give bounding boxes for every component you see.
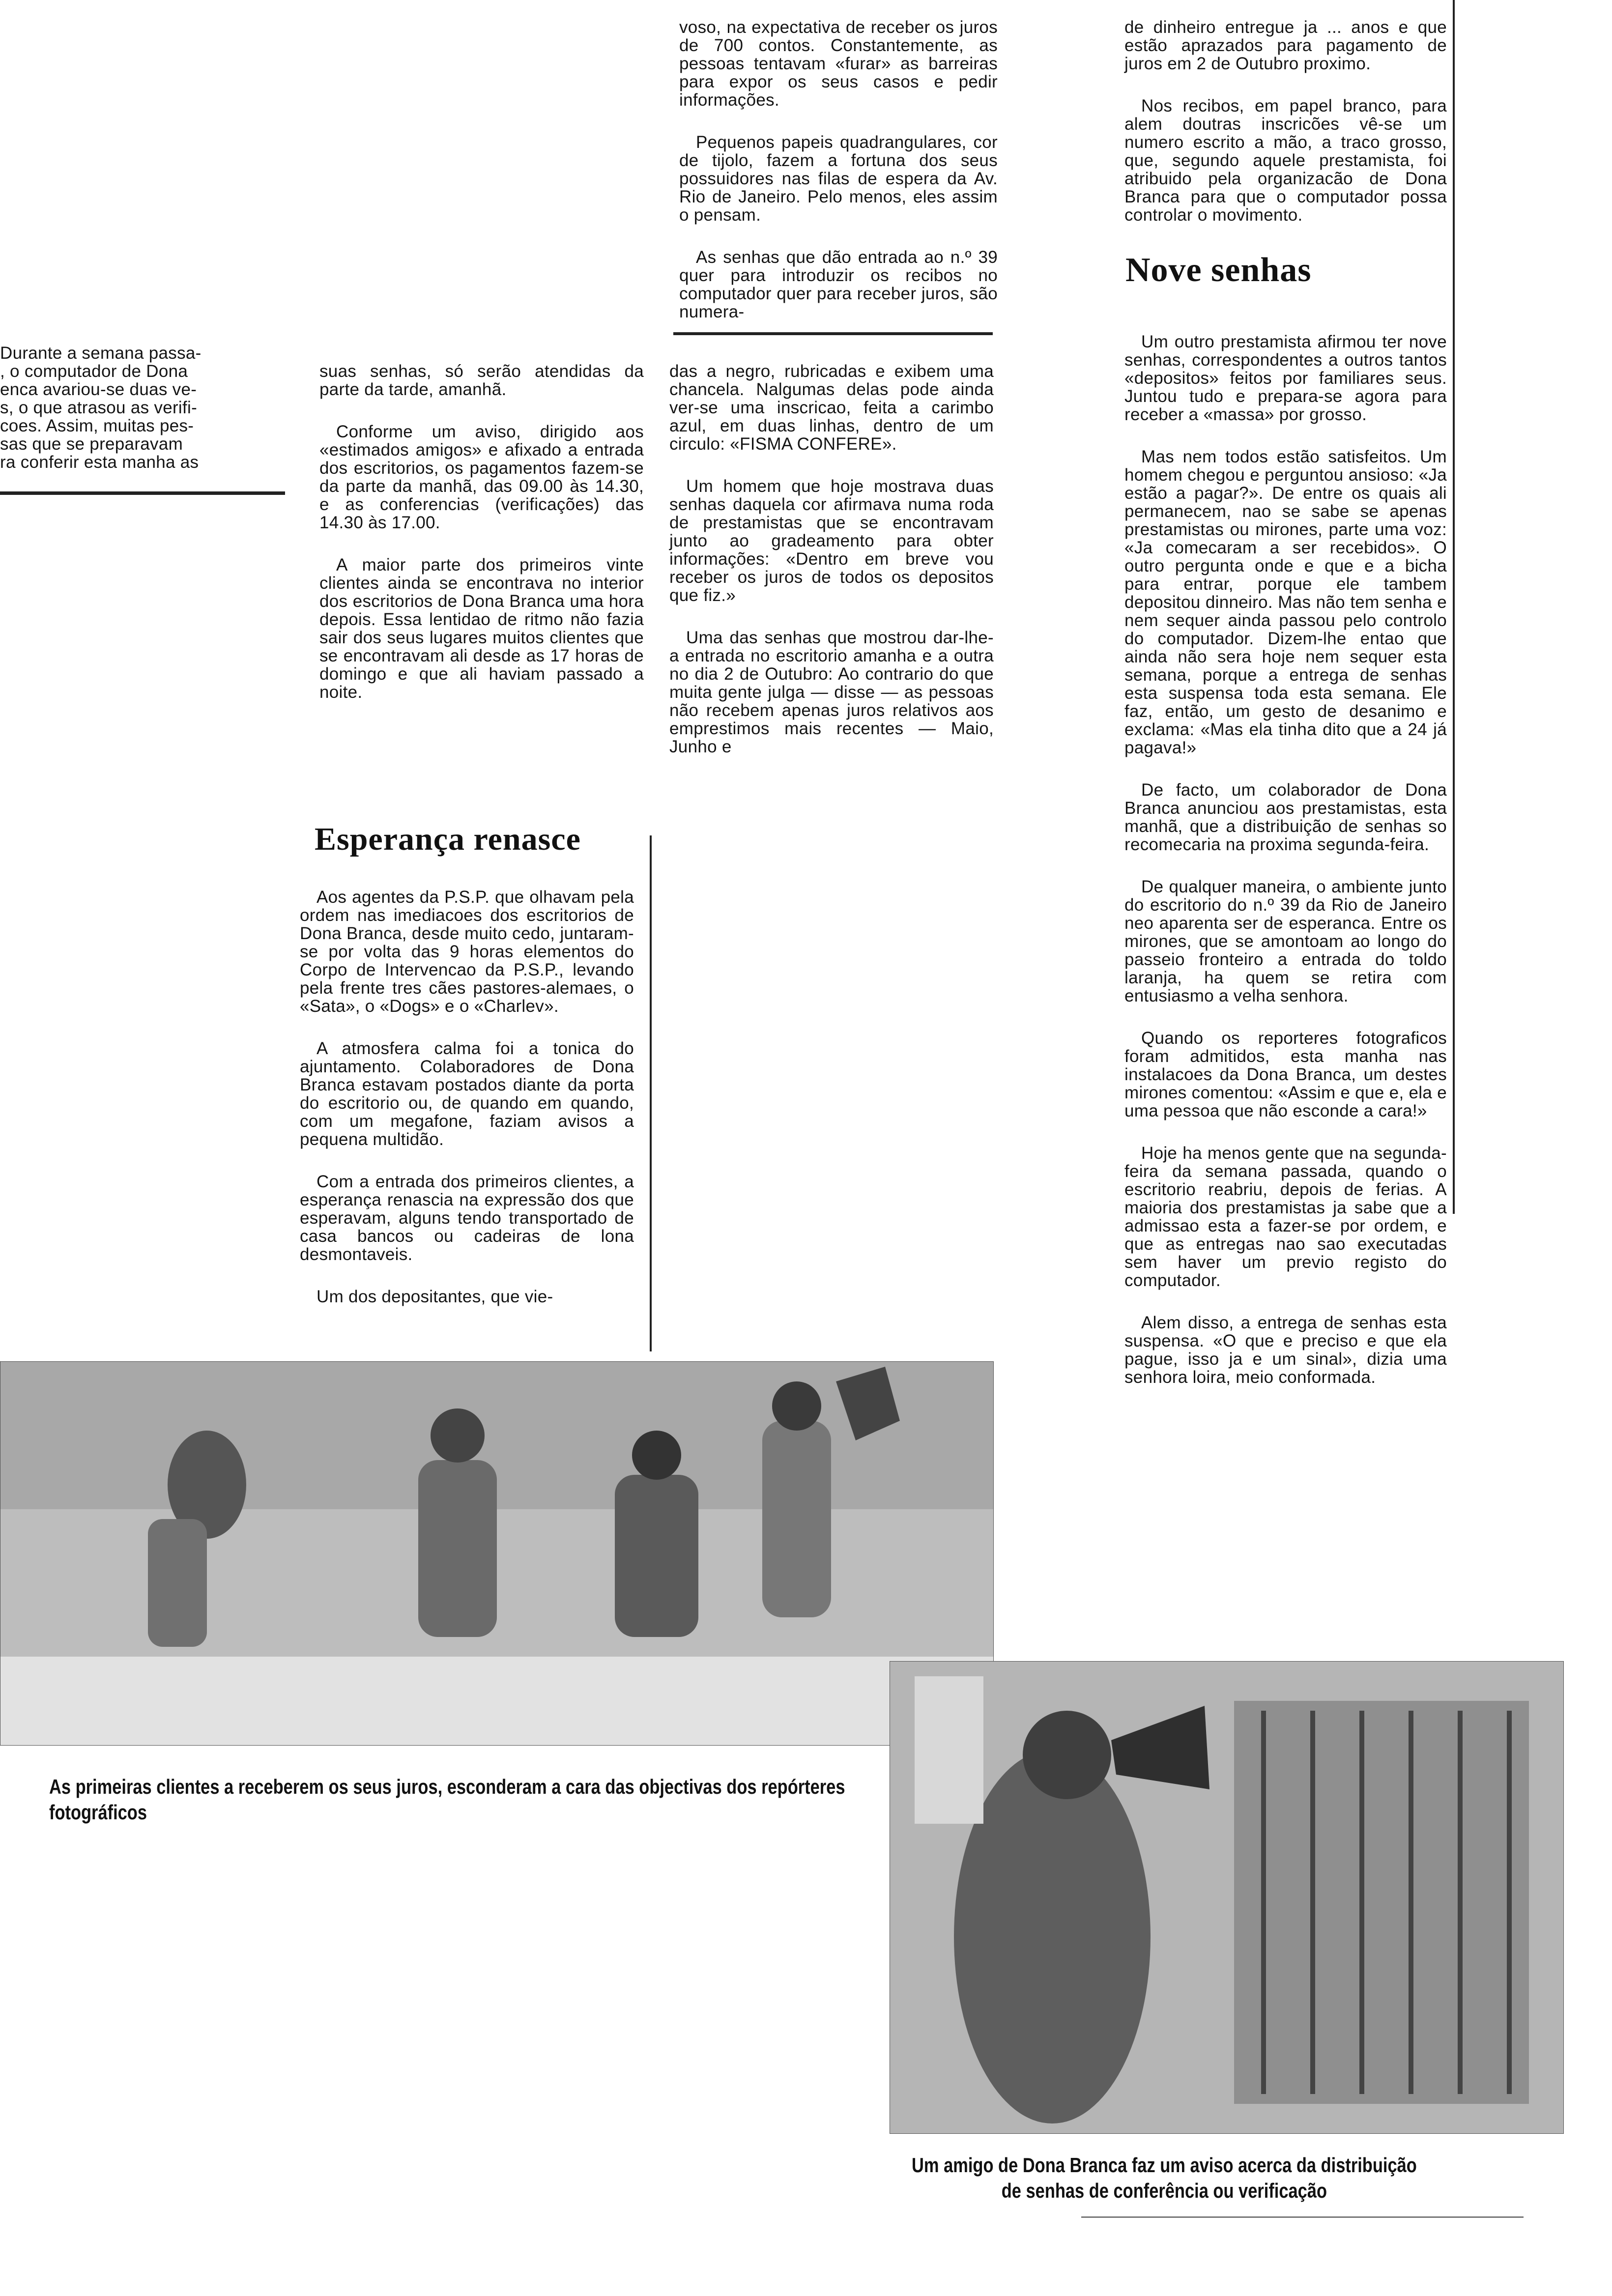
paragraph: Um outro prestamista afirmou ter nove senhas, correspondentes a outros tantos «depositos» feitos por familiares seus. Juntou tudo e prepara-se agora para receber a «massa» por grosso. bbox=[1124, 332, 1447, 424]
paragraph: voso, na expectativa de receber os juros de 700 contos. Constantemente, as pessoas tentavam «furar» as barreiras para expor os seus casos e pedir informações. bbox=[679, 18, 998, 110]
paragraph: Conforme um aviso, dirigido aos «estimados amigos» e afixado a entrada dos escritorios, os pagamentos fazem-se da parte da manhã, das 09.00 às 14.30, e as conferencias (verificações) das 14.30 às 17.00. bbox=[319, 422, 644, 532]
col3-top-text bbox=[679, 0, 998, 345]
col2-text bbox=[319, 344, 644, 725]
paragraph: Um dos depositantes, que vie- bbox=[317, 1287, 553, 1306]
column-rule bbox=[650, 835, 652, 1351]
paragraph: Nos recibos, em papel branco, para alem doutras inscricões vê-se um numero escrito a mão, a traco grosso, que, segundo aquele prestamista, foi atribuido pela organizacão de Dona Branca para que o computador possa controlar o movimento. bbox=[1124, 96, 1447, 225]
col4-main-text bbox=[1124, 315, 1447, 1410]
caption-underline bbox=[1081, 2216, 1524, 2218]
column-rule bbox=[0, 491, 285, 495]
paragraph: das a negro, rubricadas e exibem uma chancela. Nalgumas delas pode ainda ver-se uma inscricao, feita a carimbo azul, em duas linhas, dentro de um circulo: «FISMA CONFERE». bbox=[669, 362, 994, 454]
photo-illustration bbox=[0, 1362, 993, 1745]
paragraph: Com a entrada dos primeiros clientes, a esperança renascia na expressão dos que esperavam, alguns tendo transportado de casa bancos ou cadeiras de lona desmontaveis. bbox=[300, 1172, 634, 1264]
col1-fragment-text: Durante a semana passa- , o computador de Dona enca avariou-se duas ve- s, o que atrasou as verifi- coes. Assim, muitas pes- sas que se preparavam ra conferir esta manha as bbox=[0, 344, 202, 472]
col2-lower-text bbox=[300, 870, 634, 1330]
photo-caption-1: As primeiras clientes a receberem os seus juros, esconderam a cara das objectivas dos repórteres fotográficos bbox=[49, 1775, 845, 1824]
paragraph: De qualquer maneira, o ambiente junto do escritorio do n.º 39 da Rio de Janeiro neo aparenta ser de esperanca. Entre os mirones, que se amontoam ao longo do passeio fronteiro a entrada do toldo laranja, ha quem se retira com entusiasmo a velha senhora. bbox=[1124, 877, 1447, 1005]
paragraph: Alem disso, a entrega de senhas esta suspensa. «O que e preciso e que ela pague, isso ja e um sinal», dizia uma senhora loira, meio conformada. bbox=[1124, 1313, 1447, 1387]
heading-esperanca-renasce: Esperança renasce bbox=[315, 821, 581, 857]
col4-top-text bbox=[1124, 0, 1447, 248]
paragraph: A atmosfera calma foi a tonica do ajuntamento. Colaboradores de Dona Branca estavam postados diante da porta do escritorio ou, de quando em quando, com um megafone, faziam avisos a pequena multidão. bbox=[300, 1039, 634, 1149]
paragraph: Mas nem todos estão satisfeitos. Um homem chegou e perguntou ansioso: «Ja estão a pagar?». De entre os quais ali permanecem, nao se sabe se apenas prestamistas ou mirones, parte uma voz: «Ja comecaram a ser recebidos». O outro pergunta onde e que e a bicha para entrar, porque ele tambem depositou dinneiro. Mas não tem senha e nem sequer ainda passou pelo controlo do computador. Dizem-lhe entao que ainda não sera hoje nem sequer esta semana, porque a entrega de senhas esta suspensa toda esta semana. Ele faz, então, um gesto de desanimo e exclama: «Mas ela tinha dito que a 24 já pagava!» bbox=[1124, 447, 1447, 757]
man-with-megaphone-photo bbox=[890, 1661, 1564, 2134]
paragraph: A maior parte dos primeiros vinte clientes ainda se encontrava no interior dos escritorios de Dona Branca uma hora depois. Essa lentidao de ritmo não fazia sair dos seus lugares muitos clientes que se encontravam ali desde as 17 horas de domingo e que ali haviam passado a noite. bbox=[319, 555, 644, 702]
column-rule bbox=[1453, 0, 1455, 1214]
paragraph: Um homem que hoje mostrava duas senhas daquela cor afirmava numa roda de prestamistas que se encontravam junto ao gradeamento para obter informações: «Dentro em breve vou receber os juros de todos os depositos que fiz.» bbox=[669, 477, 994, 605]
photo-caption-2: Um amigo de Dona Branca faz um aviso acerca da distribuição de senhas de conferência ou verificação bbox=[912, 2153, 1417, 2202]
paragraph: suas senhas, só serão atendidas da parte da tarde, amanhã. bbox=[319, 362, 644, 399]
paragraph: Quando os reporteres fotograficos foram admitidos, esta manha nas instalacoes da Dona Branca, um destes mirones comentou: «Assim e que e, ela e uma pessoa que não esconde a cara!» bbox=[1124, 1029, 1447, 1120]
paragraph: Aos agentes da P.S.P. que olhavam pela ordem nas imediacoes dos escritorios de Dona Branca, desde muito cedo, juntaram-se por volta das 9 horas elementos do Corpo de Intervencao da P.S.P., levando pela frente tres cães pastores-alemaes, o «Sata», o «Dogs» e o «Charlev». bbox=[300, 888, 634, 1016]
paragraph: Pequenos papeis quadrangulares, cor de tijolo, fazem a fortuna dos seus possuidores nas filas de espera da Av. Rio de Janeiro. Pelo menos, eles assim o pensam. bbox=[679, 133, 998, 225]
column-rule bbox=[673, 332, 993, 335]
col3-mid-text bbox=[669, 344, 994, 780]
street-crowd-photo bbox=[0, 1361, 994, 1746]
paragraph: de dinheiro entregue ja ... anos e que estão aprazados para pagamento de juros em 2 de Outubro proximo. bbox=[1124, 18, 1447, 73]
heading-nove-senhas: Nove senhas bbox=[1125, 251, 1312, 289]
paragraph: Hoje ha menos gente que na segunda-feira da semana passada, quando o escritorio reabriu, depois de ferias. A maioria dos prestamistas ja sabe que a admissao esta a fazer-se por ordem, e que as entregas nao sao executadas sem haver um previo registo do computador. bbox=[1124, 1144, 1447, 1290]
paragraph: De facto, um colaborador de Dona Branca anunciou aos prestamistas, esta manhã, que a distribuição de senhas so recomecaria na proxima segunda-feira. bbox=[1124, 780, 1447, 854]
paragraph: As senhas que dão entrada ao n.º 39 quer para introduzir os recibos no computador quer para receber juros, são numera- bbox=[679, 248, 998, 321]
photo-illustration bbox=[890, 1662, 1563, 2133]
paragraph: Uma das senhas que mostrou dar-lhe-a entrada no escritorio amanha e a outra no dia 2 de Outubro: Ao contrario do que muita gente julga — disse — as pessoas não recebem apenas juros relativos aos emprestimos mais recentes — Maio, Junho e bbox=[669, 628, 994, 756]
